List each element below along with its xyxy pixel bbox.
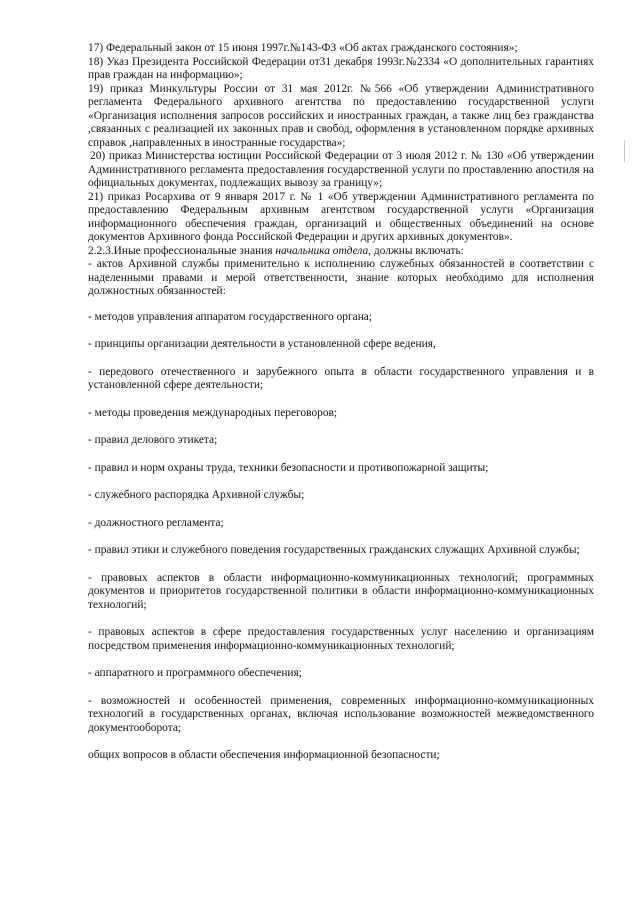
knowledge-item: - методы проведения международных переговоров; [88,406,338,419]
knowledge-intro: - актов Архивной службы применительно к исполнению служебных обязанностей в соответствии с наделенными правами и мерой ответственности, знание которых необходимо для исполнения должностных обязанностей: [88,258,594,297]
section-heading-suffix: должны включать: [371,244,464,257]
knowledge-item: - правовых аспектов в сфере предоставления государственных услуг населению и организациям посредством применения информационно-коммуникационных технологий; [88,626,594,652]
legal-act-item-19: 19) приказ Минкультуры России от 31 мая 2012г. №566 «Об утверждении Административного регламента Федерального архивного агентства по предоставлению государственной услуги «Организация исполнения запросов российских и иностранных граждан, а также лиц без гражданства ,связанных с реализацией их законных прав и свобод, оформления в установленном порядке архивных справок ,направленных в иностранные государства»; [88,82,594,149]
legal-act-item-21: 21) приказ Росархива от 9 января 2017 г. № 1 «Об утверждении Административного регламента по предоставлению Федеральным архивным агентством государственной услуги «Организация информационного обеспечения граждан, организаций и общественных объединений на основе документов Архивного фонда Российской Федерации и других архивных документов». [88,190,594,243]
document-body [88,42,594,763]
knowledge-item: - возможностей и особенностей применения, современных информационно-коммуникационных технологий в государственных органах, включая использование возможностей межведомственного документооборота; [88,694,594,734]
scan-artifact-mark [624,140,625,162]
knowledge-item: - правил и норм охраны труда, техники безопасности и противопожарной защиты; [88,461,489,474]
knowledge-item: - принципы организации деятельности в установленной сфере ведения, [88,338,436,350]
knowledge-item: - служебного распорядка Архивной службы; [88,489,305,501]
knowledge-item: - правил этики и служебного поведения государственных гражданских служащих Архивной службы; [88,544,580,556]
knowledge-item: - правовых аспектов в области информационно-коммуникационных технологий; программных документов и приоритетов государственной политики в области информационно-коммуникационных технологий; [88,571,594,611]
knowledge-item: - должностного регламента; [88,516,224,529]
legal-act-item-17: 17) Федеральный закон от 15 июня 1997г.№143-ФЗ «Об актах гражданского состояния»; [88,42,518,54]
legal-act-item-20: 20) приказ Министерства юстиции Российской Федерации от 3 июля 2012 г. № 130 «Об утверждении Административного регламента предоставления государственной услуги по проставлению апостиля на официальных документах, подлежащих вывозу за границу»; [88,150,594,189]
section-heading [88,245,594,259]
knowledge-item: общих вопросов в области обеспечения информационной безопасности; [88,749,440,761]
knowledge-item: - правил делового этикета; [88,434,218,446]
legal-act-item-18: 18) Указ Президента Российской Федерации от31 декабря 1993г.№2334 «О дополнительных гарантиях прав граждан на информацию»; [88,55,594,81]
section-heading-emphasis: начальника отдела, [275,244,371,257]
section-heading-prefix: 2.2.3.Иные профессиональные знания [88,244,276,257]
knowledge-item: - передового отечественного и зарубежного опыта в области государственного управления и в установленной сфере деятельности; [88,365,594,391]
knowledge-item: - аппаратного и программного обеспечения; [88,667,302,679]
knowledge-item: - методов управления аппаратом государственного органа; [88,310,373,323]
